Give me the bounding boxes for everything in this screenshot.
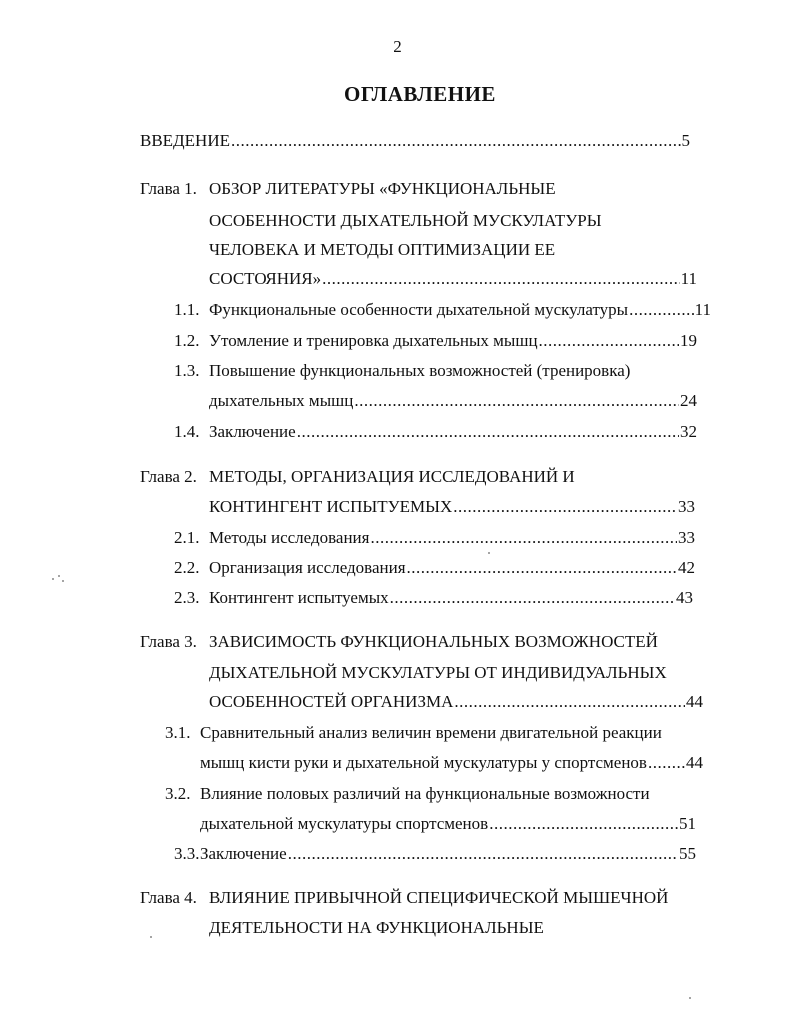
entry-page: 11: [680, 269, 697, 288]
section-1-3-text: Повышение функциональных возможностей (тренировка): [209, 361, 631, 380]
leader-dots: [390, 587, 675, 609]
section-number: 2.2.: [174, 558, 200, 577]
entry-text: КОНТИНГЕНТ ИСПЫТУЕМЫХ: [209, 497, 453, 516]
section-1-3-number: 1.3.: [174, 361, 200, 380]
entry-page: 51: [679, 814, 696, 833]
section-1-4[interactable]: [174, 421, 697, 443]
chapter-1-title-line: ОБЗОР ЛИТЕРАТУРЫ «ФУНКЦИОНАЛЬНЫЕ: [209, 179, 556, 198]
entry-text: дыхательных мышц: [209, 391, 354, 410]
chapter-1-title-line: ОСОБЕННОСТИ ДЫХАТЕЛЬНОЙ МУСКУЛАТУРЫ: [209, 211, 602, 230]
leader-dots: [453, 496, 677, 518]
entry-text: дыхательной мускулатуры спортсменов: [200, 814, 489, 833]
entry-text: мышц кисти руки и дыхательной мускулатуры у спортсменов: [200, 753, 647, 772]
scan-speck: [58, 575, 60, 577]
section-2-1[interactable]: [174, 527, 695, 549]
entry-page: 44: [686, 753, 703, 772]
entry-text: Функциональные особенности дыхательной мускулатуры: [209, 300, 629, 319]
section-3-2-number: 3.2.: [165, 784, 191, 803]
section-1-1[interactable]: [174, 299, 711, 321]
chapter-1-label: Глава 1.: [140, 179, 197, 198]
section-number: 1.2.: [174, 331, 200, 350]
chapter-4-label: Глава 4.: [140, 888, 197, 907]
section-3-2-text: Влияние половых различий на функциональные возможности: [200, 784, 650, 803]
toc-title: ОГЛАВЛЕНИЕ: [344, 82, 496, 106]
chapter-4-title-line: ВЛИЯНИЕ ПРИВЫЧНОЙ СПЕЦИФИЧЕСКОЙ МЫШЕЧНОЙ: [209, 888, 669, 907]
leader-dots: [454, 691, 685, 713]
entry-text: Контингент испытуемых: [209, 588, 389, 607]
entry-page: 43: [676, 588, 693, 607]
leader-dots: [370, 527, 677, 549]
chapter-1-entry[interactable]: [209, 268, 697, 290]
section-number: 3.3.: [174, 844, 200, 863]
entry-page: 44: [686, 692, 703, 711]
section-3-1[interactable]: [200, 752, 703, 774]
leader-dots: [231, 130, 681, 152]
entry-page: 42: [678, 558, 695, 577]
leader-dots: [648, 752, 685, 774]
entry-page: 5: [681, 131, 690, 150]
chapter-1-title-line: ЧЕЛОВЕКА И МЕТОДЫ ОПТИМИЗАЦИИ ЕЕ: [209, 240, 556, 259]
chapter-4-title-line: ДЕЯТЕЛЬНОСТИ НА ФУНКЦИОНАЛЬНЫЕ: [209, 918, 544, 937]
scan-speck: [62, 580, 64, 582]
entry-text: ВВЕДЕНИЕ: [140, 131, 230, 150]
toc-entry-introduction[interactable]: [140, 130, 690, 152]
leader-dots: [297, 421, 679, 443]
chapter-2-label: Глава 2.: [140, 467, 197, 486]
entry-text: Методы исследования: [209, 528, 370, 547]
section-3-1-number: 3.1.: [165, 723, 191, 742]
entry-page: 11: [694, 300, 711, 319]
section-number: 1.4.: [174, 422, 200, 441]
scan-speck: [488, 552, 490, 554]
section-1-3[interactable]: [209, 390, 697, 412]
section-2-3[interactable]: [174, 587, 693, 609]
entry-page: 32: [680, 422, 697, 441]
section-number: 2.1.: [174, 528, 200, 547]
scan-speck: [150, 936, 152, 938]
leader-dots: [288, 843, 678, 865]
chapter-3-title-line: ЗАВИСИМОСТЬ ФУНКЦИОНАЛЬНЫХ ВОЗМОЖНОСТЕЙ: [209, 632, 658, 651]
section-3-2[interactable]: [200, 813, 696, 835]
entry-page: 55: [679, 844, 696, 863]
entry-page: 33: [678, 528, 695, 547]
leader-dots: [539, 330, 679, 352]
chapter-2-title-line: МЕТОДЫ, ОРГАНИЗАЦИЯ ИССЛЕДОВАНИЙ И: [209, 467, 575, 486]
entry-text: Организация исследования: [209, 558, 406, 577]
entry-text: Заключение: [200, 844, 287, 863]
section-1-2[interactable]: [174, 330, 697, 352]
leader-dots: [322, 268, 680, 290]
leader-dots: [407, 557, 677, 579]
section-3-3[interactable]: [174, 843, 696, 865]
leader-dots: [489, 813, 678, 835]
section-number: 1.1.: [174, 300, 200, 319]
entry-page: 33: [678, 497, 695, 516]
section-number: 2.3.: [174, 588, 200, 607]
scan-speck: [52, 578, 54, 580]
page-number: 2: [393, 37, 402, 56]
section-3-1-text: Сравнительный анализ величин времени двигательной реакции: [200, 723, 662, 742]
chapter-2-entry[interactable]: [209, 496, 695, 518]
section-2-2[interactable]: [174, 557, 695, 579]
leader-dots: [354, 390, 679, 412]
chapter-3-label: Глава 3.: [140, 632, 197, 651]
entry-text: Утомление и тренировка дыхательных мышц: [209, 331, 538, 350]
scan-speck: [689, 997, 691, 999]
chapter-3-entry[interactable]: [209, 691, 703, 713]
entry-page: 19: [680, 331, 697, 350]
entry-text: Заключение: [209, 422, 296, 441]
leader-dots: [629, 299, 694, 321]
chapter-3-title-line: ДЫХАТЕЛЬНОЙ МУСКУЛАТУРЫ ОТ ИНДИВИДУАЛЬНЫХ: [209, 663, 667, 682]
entry-text: ОСОБЕННОСТЕЙ ОРГАНИЗМА: [209, 692, 454, 711]
entry-text: СОСТОЯНИЯ»: [209, 269, 322, 288]
entry-page: 24: [680, 391, 697, 410]
